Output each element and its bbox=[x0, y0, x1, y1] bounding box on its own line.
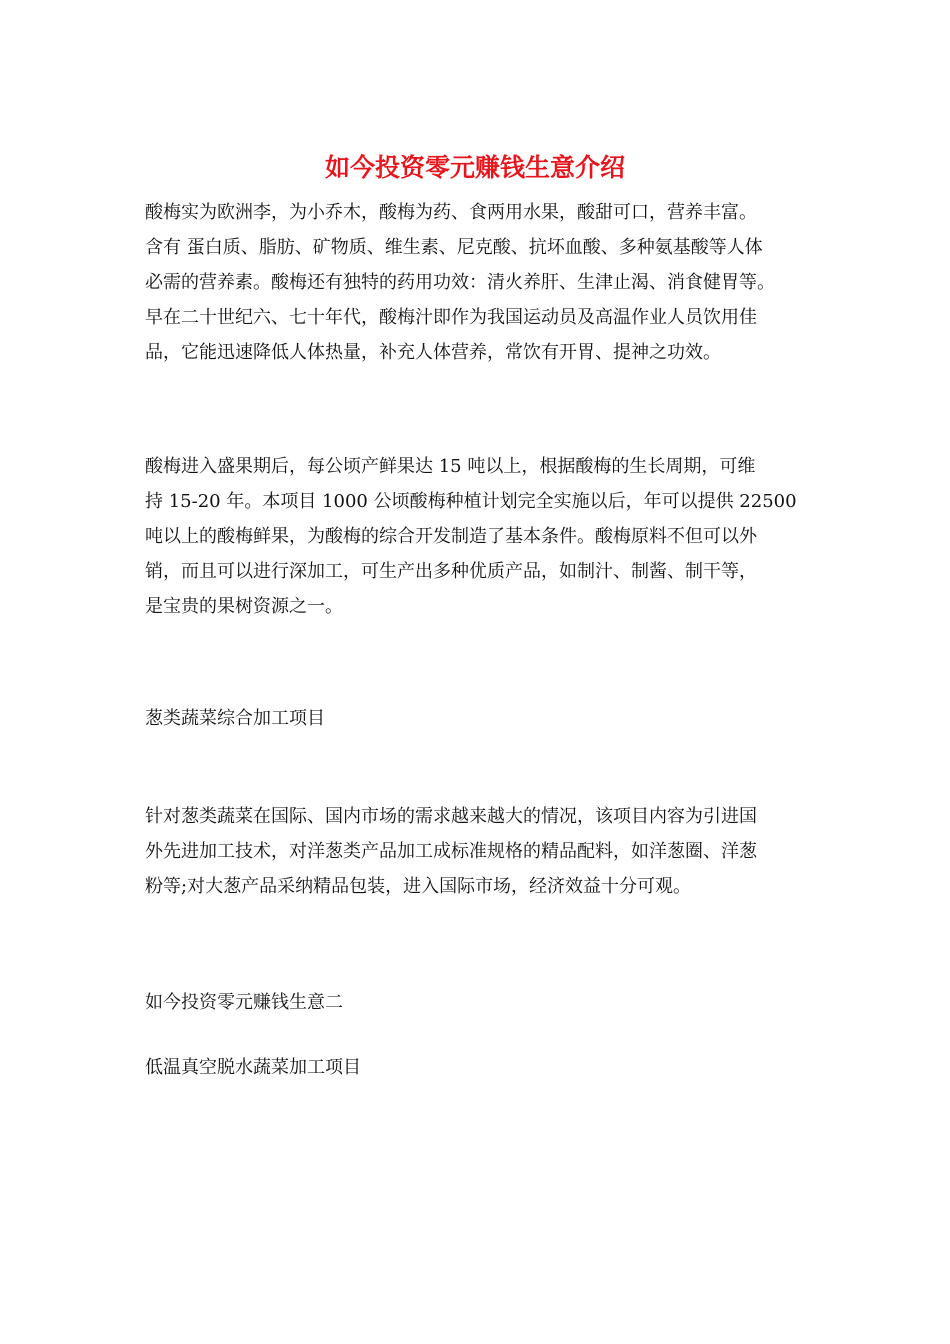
text-line: 吨以上的酸梅鲜果，为酸梅的综合开发制造了基本条件。酸梅原料不但可以外 bbox=[145, 526, 757, 547]
text-line: 酸梅实为欧洲李，为小乔木，酸梅为药、食两用水果，酸甜可口，营养丰富。 bbox=[145, 202, 757, 223]
text-line: 酸梅进入盛果期后，每公顷产鲜果达 15 吨以上，根据酸梅的生长周期，可维 bbox=[145, 456, 756, 477]
paragraph-sour-plum-project bbox=[145, 449, 810, 624]
text-line: 低温真空脱水蔬菜加工项目 bbox=[145, 1057, 361, 1078]
paragraph-onion-project bbox=[145, 799, 810, 904]
heading-onion-project bbox=[145, 701, 810, 736]
text-line: 粉等;对大葱产品采纳精品包装，进入国际市场，经济效益十分可观。 bbox=[145, 876, 692, 897]
heading-dehydrated-vegetable-project bbox=[145, 1050, 810, 1085]
text-line: 是宝贵的果树资源之一。 bbox=[145, 596, 343, 617]
text-line: 品，它能迅速降低人体热量，补充人体营养，常饮有开胃、提神之功效。 bbox=[145, 342, 721, 363]
text-line: 必需的营养素。酸梅还有独特的药用功效：清火养肝、生津止渴、消食健胃等。 bbox=[145, 272, 775, 293]
heading-section-two bbox=[145, 985, 810, 1020]
text-line: 销，而且可以进行深加工，可生产出多种优质产品，如制汁、制酱、制干等， bbox=[145, 561, 757, 582]
text-line: 早在二十世纪六、七十年代，酸梅汁即作为我国运动员及高温作业人员饮用佳 bbox=[145, 307, 757, 328]
text-line: 葱类蔬菜综合加工项目 bbox=[145, 708, 325, 729]
text-line: 外先进加工技术，对洋葱类产品加工成标准规格的精品配料，如洋葱圈、洋葱 bbox=[145, 841, 757, 862]
text-line: 持 15-20 年。本项目 1000 公顷酸梅种植计划完全实施以后，年可以提供 22500 bbox=[145, 491, 797, 512]
text-line: 如今投资零元赚钱生意二 bbox=[145, 992, 343, 1013]
text-line: 针对葱类蔬菜在国际、国内市场的需求越来越大的情况，该项目内容为引进国 bbox=[145, 806, 757, 827]
text-line: 含有 蛋白质、脂肪、矿物质、维生素、尼克酸、抗坏血酸、多种氨基酸等人体 bbox=[145, 237, 763, 258]
document-title: 如今投资零元赚钱生意介绍 bbox=[324, 153, 625, 182]
paragraph-sour-plum-intro bbox=[145, 195, 810, 370]
